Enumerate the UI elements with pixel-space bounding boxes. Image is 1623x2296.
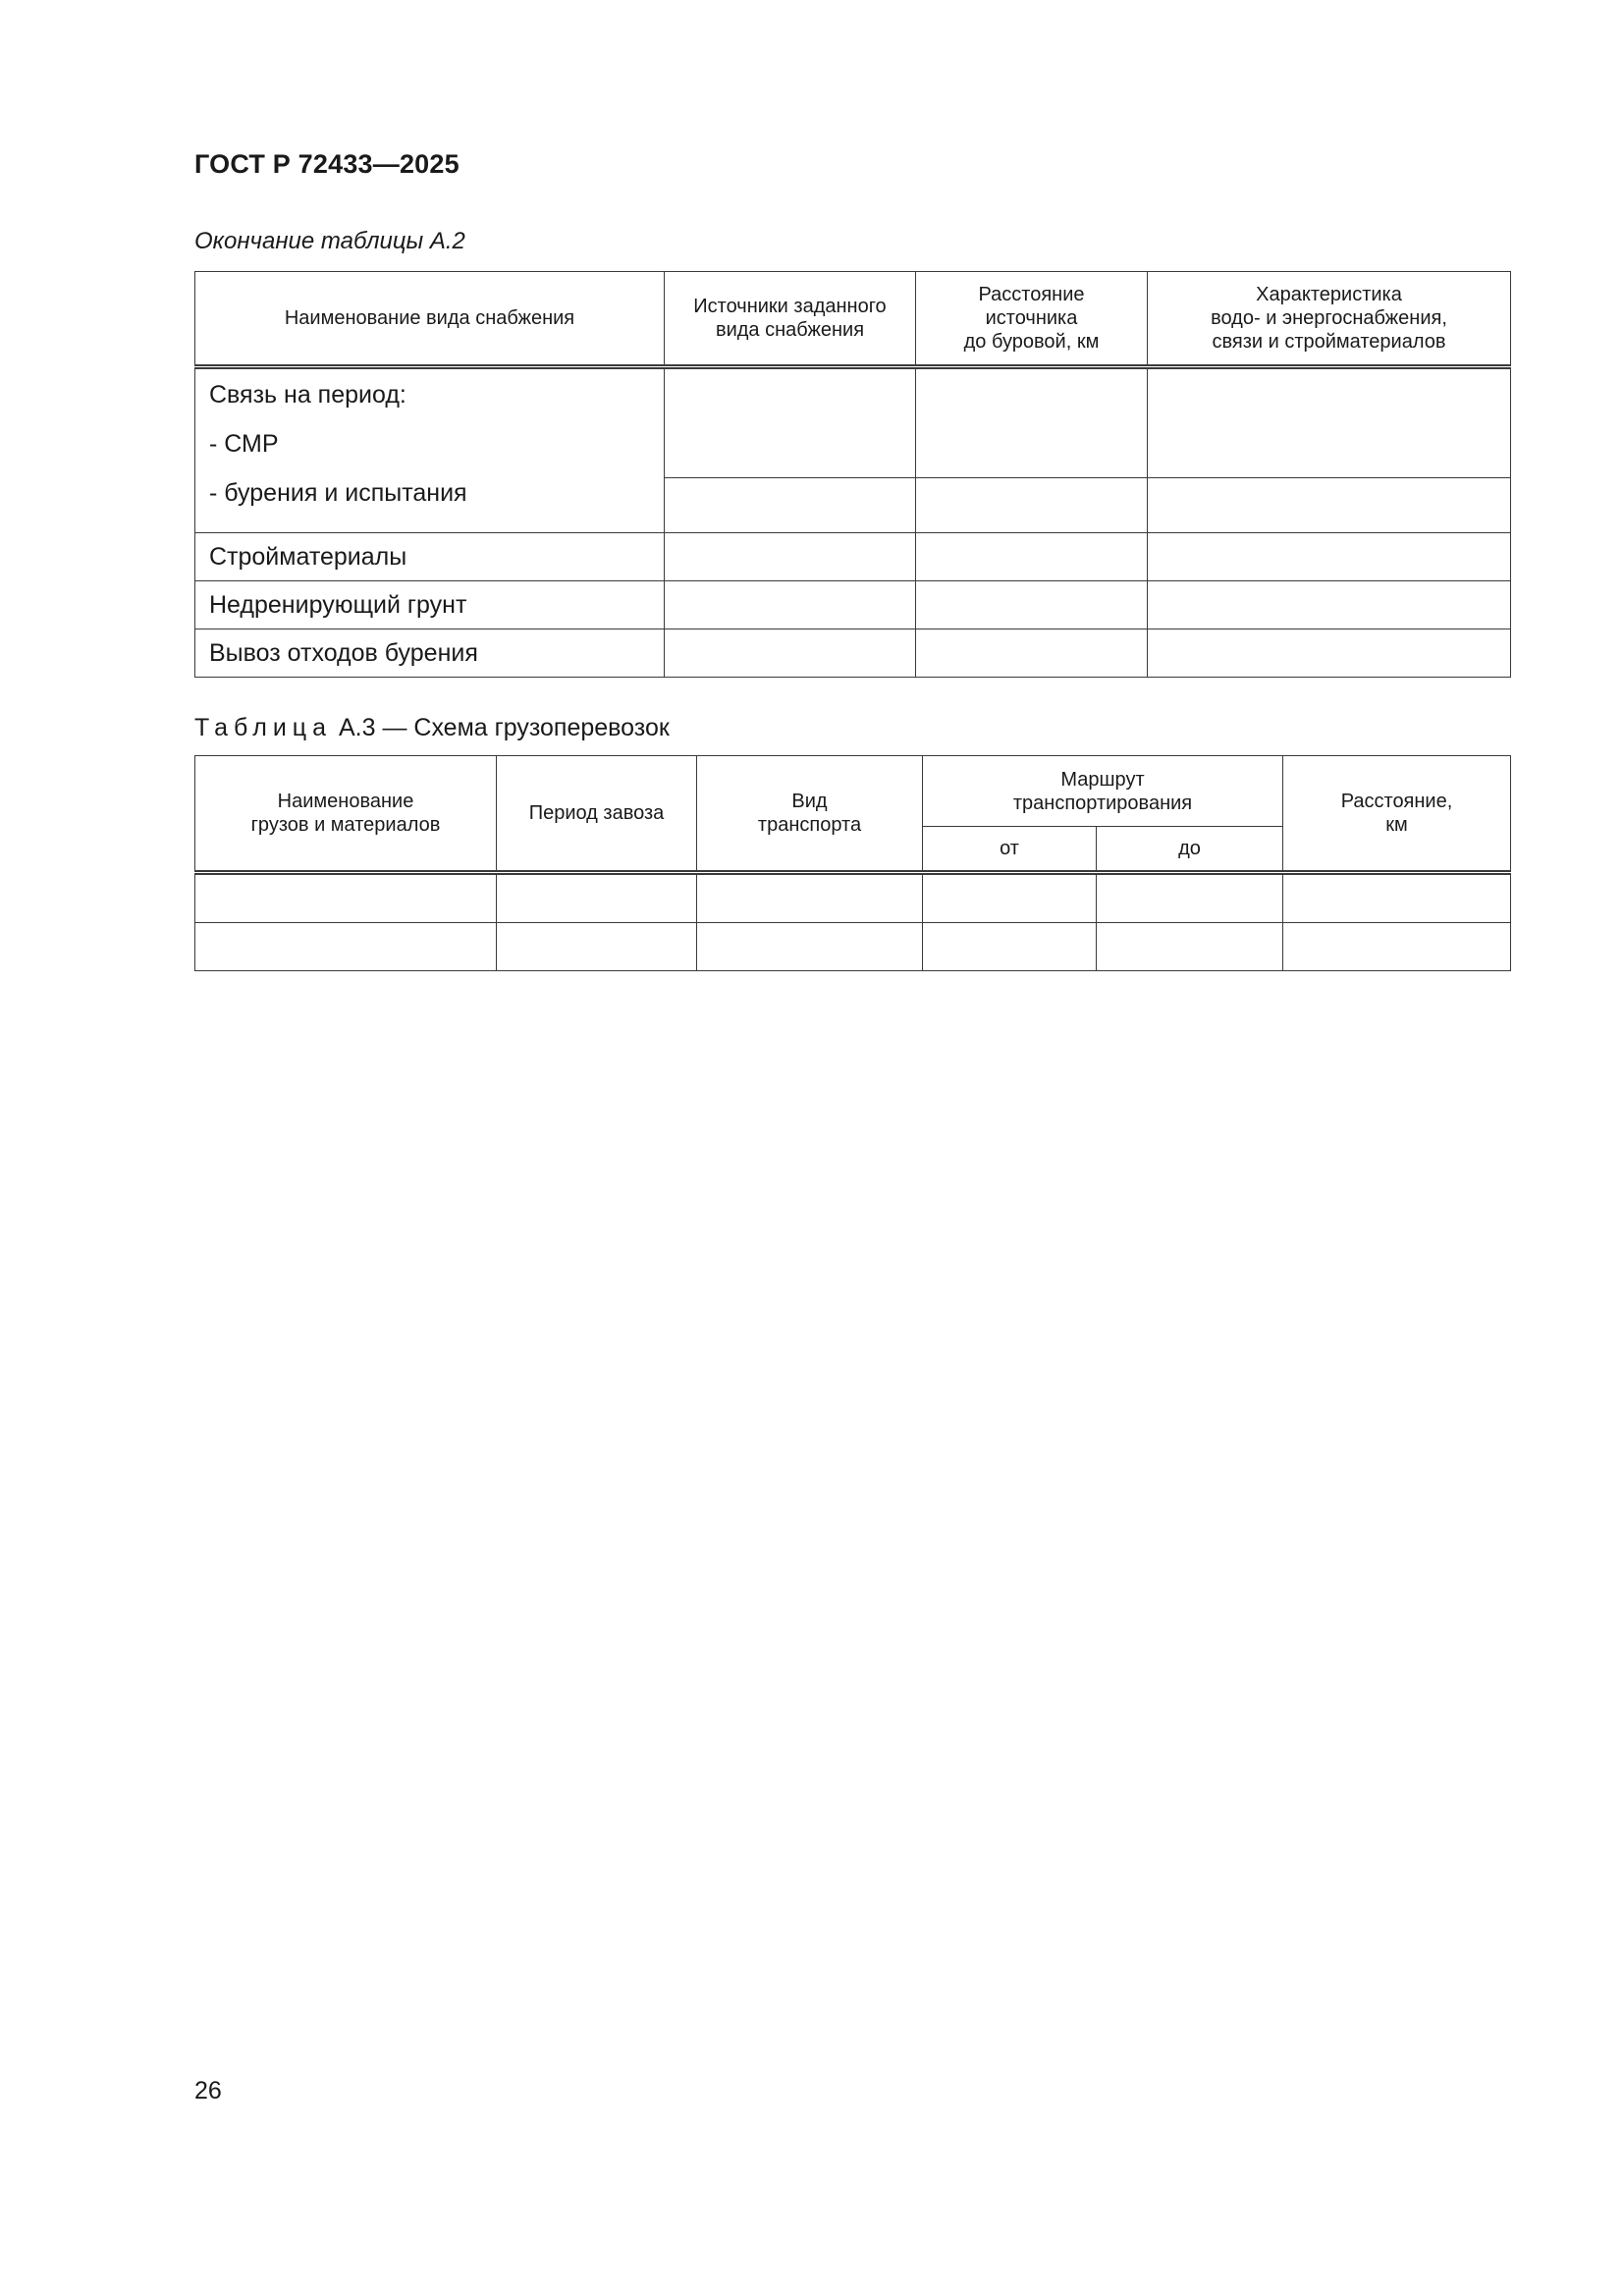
table-cell[interactable] xyxy=(1283,923,1511,971)
table-a2-continuation-caption: Окончание таблицы А.2 xyxy=(194,228,465,254)
col-supply-sources: Источники заданного вида снабжения xyxy=(665,272,916,367)
table-cell[interactable] xyxy=(1148,581,1511,629)
col-characteristics: Характеристика водо- и энергоснабжения, связи и стройматериалов xyxy=(1148,272,1511,367)
col-route-to: до xyxy=(1097,827,1283,873)
col-delivery-period: Период завоза xyxy=(497,756,697,873)
table-cell[interactable] xyxy=(923,873,1097,923)
table-cell[interactable] xyxy=(1097,873,1283,923)
row-name: Вывоз отходов бурения xyxy=(195,629,665,678)
col-route-from: от xyxy=(923,827,1097,873)
col-cargo-name: Наименование грузов и материалов xyxy=(195,756,497,873)
page-number: 26 xyxy=(194,2077,222,2105)
row-communication-smr: - СМР xyxy=(209,430,279,458)
table-row xyxy=(195,533,1511,581)
row-communication xyxy=(195,367,665,533)
col-transport-type: Вид транспорта xyxy=(697,756,923,873)
col-supply-type: Наименование вида снабжения xyxy=(195,272,665,367)
table-cell[interactable] xyxy=(697,873,923,923)
table-a3-title-prefix: Таблица xyxy=(194,714,333,741)
table-cell[interactable] xyxy=(1283,873,1511,923)
table-cell[interactable] xyxy=(916,533,1148,581)
table-cell[interactable] xyxy=(1148,629,1511,678)
table-cell[interactable] xyxy=(665,478,916,533)
row-name: Недренирующий грунт xyxy=(195,581,665,629)
table-cell[interactable] xyxy=(665,367,916,478)
table-a2 xyxy=(194,271,1511,678)
table-cell[interactable] xyxy=(916,478,1148,533)
table-cell[interactable] xyxy=(916,581,1148,629)
table-row xyxy=(195,923,1511,971)
table-cell[interactable] xyxy=(195,873,497,923)
table-row xyxy=(195,629,1511,678)
table-cell[interactable] xyxy=(665,533,916,581)
table-cell[interactable] xyxy=(1097,923,1283,971)
table-cell[interactable] xyxy=(697,923,923,971)
table-a2-header-row xyxy=(195,272,1511,367)
row-name: Стройматериалы xyxy=(195,533,665,581)
table-row xyxy=(195,367,1511,478)
table-cell[interactable] xyxy=(1148,533,1511,581)
table-cell[interactable] xyxy=(916,629,1148,678)
table-a3 xyxy=(194,755,1511,971)
col-route: Маршрут транспортирования xyxy=(923,756,1283,827)
standard-code: ГОСТ Р 72433—2025 xyxy=(194,149,460,179)
col-distance: Расстояние, км xyxy=(1283,756,1511,873)
table-a3-header-row xyxy=(195,756,1511,827)
table-cell[interactable] xyxy=(665,581,916,629)
table-a3-title-text: А.3 — Схема грузоперевозок xyxy=(332,714,670,741)
table-cell[interactable] xyxy=(195,923,497,971)
table-cell[interactable] xyxy=(665,629,916,678)
table-a3-title xyxy=(194,714,670,742)
table-cell[interactable] xyxy=(497,873,697,923)
row-communication-drilling: - бурения и испытания xyxy=(209,479,467,507)
col-source-distance: Расстояние источника до буровой, км xyxy=(916,272,1148,367)
table-row xyxy=(195,581,1511,629)
table-cell[interactable] xyxy=(916,367,1148,478)
table-cell[interactable] xyxy=(1148,478,1511,533)
table-cell[interactable] xyxy=(1148,367,1511,478)
row-communication-title: Связь на период: xyxy=(209,381,406,409)
table-row xyxy=(195,873,1511,923)
table-cell[interactable] xyxy=(923,923,1097,971)
table-cell[interactable] xyxy=(497,923,697,971)
